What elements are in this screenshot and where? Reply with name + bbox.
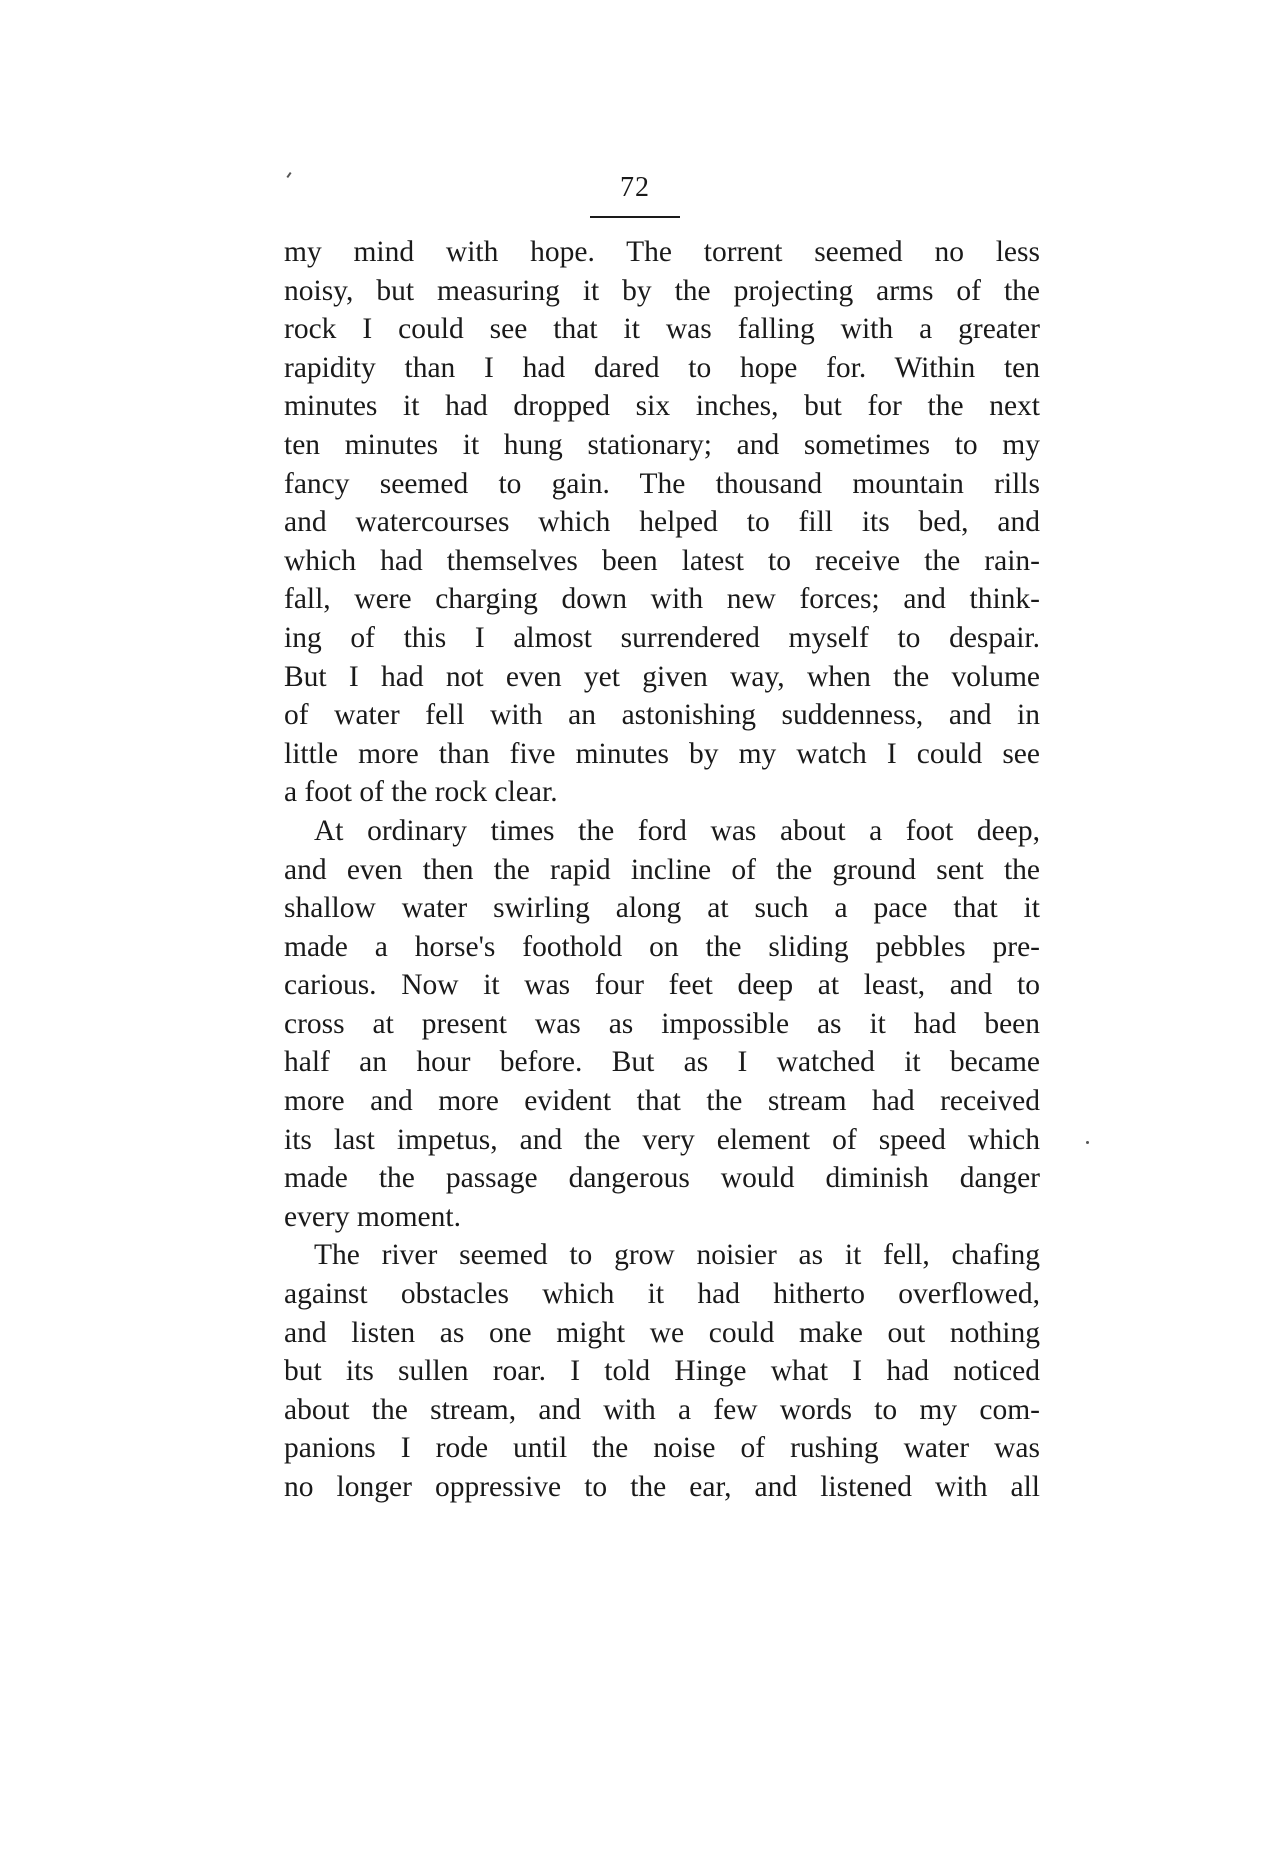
text-line: and even then the rapid incline of the ground sent the xyxy=(284,853,1040,886)
text-line: noisy, but measuring it by the projecting arms of the xyxy=(284,274,1040,307)
text-line: its last impetus, and the very element of speed which xyxy=(284,1123,1040,1156)
text-line: about the stream, and with a few words to my com- xyxy=(284,1393,1040,1426)
text-line: a foot of the rock clear. xyxy=(284,776,558,809)
text-line: of water fell with an astonishing suddenness, and in xyxy=(284,699,1040,732)
text-line: no longer oppressive to the ear, and listened with all xyxy=(284,1471,1040,1503)
text-line: fancy seemed to gain. The thousand mountain rills xyxy=(284,467,1040,500)
text-line: But I had not even yet given way, when the volume xyxy=(284,660,1040,693)
text-line: and listen as one might we could make out nothing xyxy=(284,1316,1040,1349)
pencil-mark xyxy=(286,172,291,178)
text-line: carious. Now it was four feet deep at least, and to xyxy=(284,969,1040,1002)
text-line: ing of this I almost surrendered myself to despair. xyxy=(284,621,1040,654)
text-line: rapidity than I had dared to hope for. Within ten xyxy=(284,351,1040,384)
text-line: ten minutes it hung stationary; and sometimes to my xyxy=(284,428,1040,461)
text-line: made the passage dangerous would diminish danger xyxy=(284,1162,1040,1195)
text-line: every moment. xyxy=(284,1200,461,1233)
ink-speck xyxy=(1086,1141,1089,1144)
text-line: against obstacles which it had hitherto overflowed, xyxy=(284,1278,1040,1311)
text-line: cross at present was as impossible as it had been xyxy=(284,1007,1040,1040)
paragraph xyxy=(284,1236,1040,1506)
text-line: rock I could see that it was falling with a greater xyxy=(284,313,1040,346)
text-line: but its sullen roar. I told Hinge what I had noticed xyxy=(284,1355,1040,1388)
text-line: panions I rode until the noise of rushing water was xyxy=(284,1432,1040,1465)
text-line: half an hour before. But as I watched it became xyxy=(284,1046,1040,1079)
text-line: made a horse's foothold on the sliding pebbles pre- xyxy=(284,930,1040,963)
body-text xyxy=(284,233,1040,1507)
text-line: minutes it had dropped six inches, but for the next xyxy=(284,390,1040,423)
text-line: my mind with hope. The torrent seemed no less xyxy=(284,236,1040,268)
text-line: and watercourses which helped to fill its bed, and xyxy=(284,506,1040,539)
paragraph xyxy=(284,233,1040,812)
text-line: little more than five minutes by my watch I could see xyxy=(284,737,1040,770)
page-number: 72 xyxy=(620,172,650,203)
page-number-rule xyxy=(590,216,680,218)
text-line: more and more evident that the stream had received xyxy=(284,1085,1040,1118)
text-line: The river seemed to grow noisier as it fell, chafing xyxy=(314,1239,1040,1272)
text-line: fall, were charging down with new forces; and think- xyxy=(284,583,1040,616)
text-line: At ordinary times the ford was about a foot deep, xyxy=(314,814,1040,847)
text-line: which had themselves been latest to receive the rain- xyxy=(284,544,1040,577)
text-line: shallow water swirling along at such a pace that it xyxy=(284,892,1040,925)
paragraph xyxy=(284,812,1040,1237)
